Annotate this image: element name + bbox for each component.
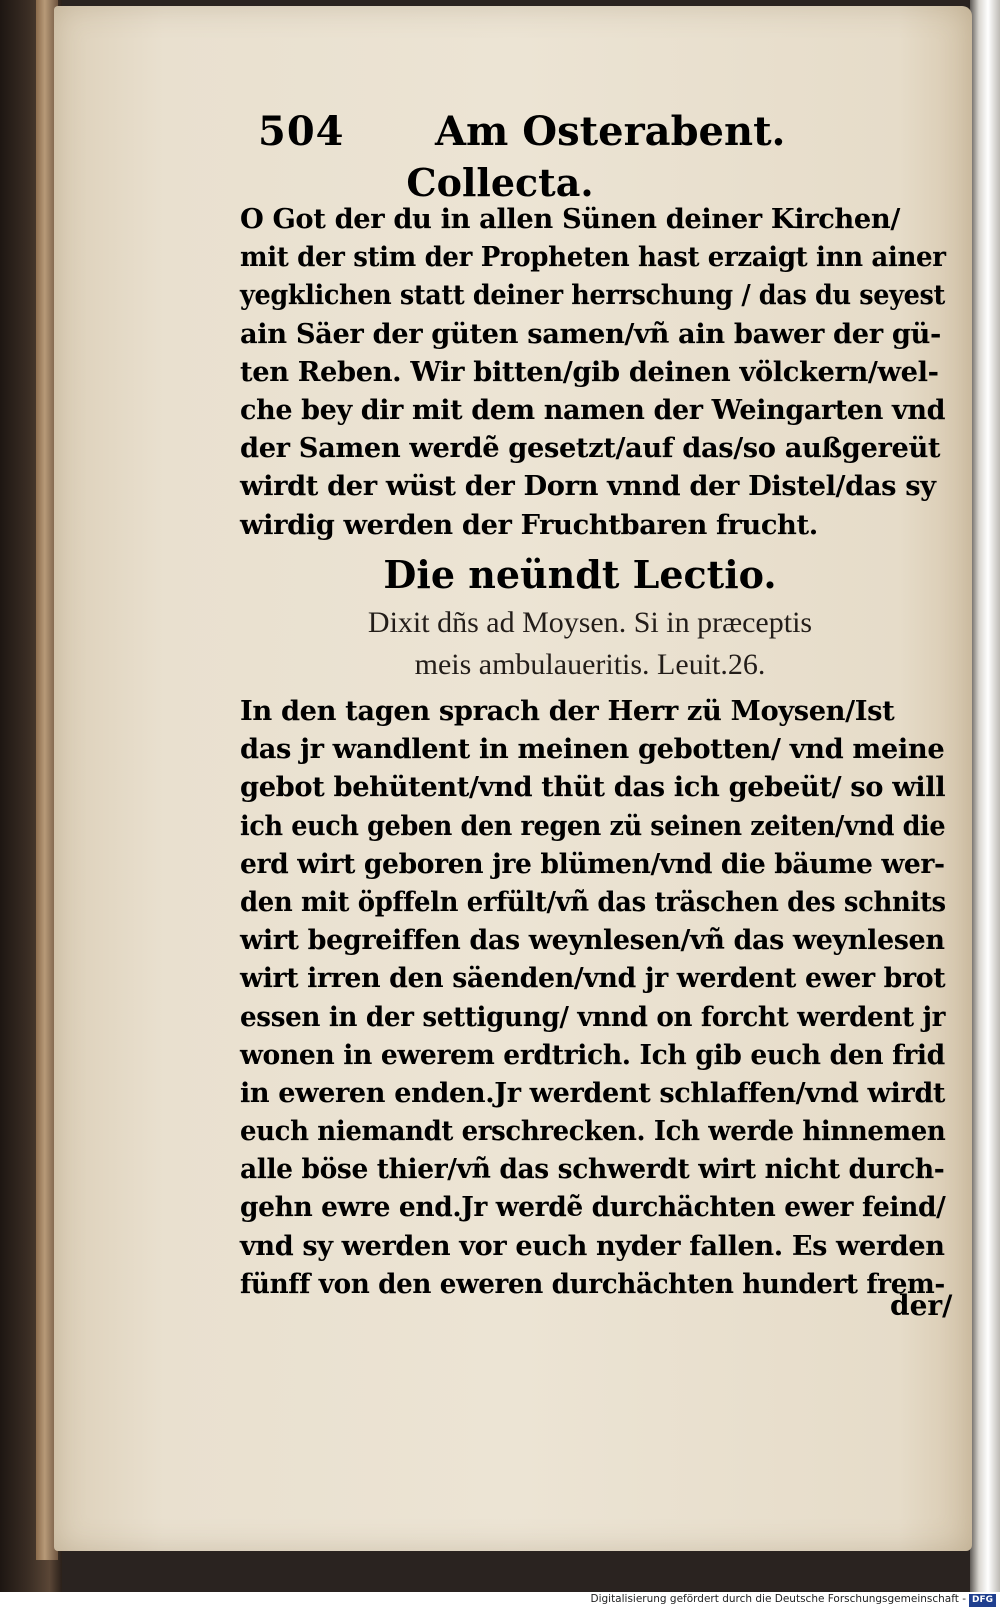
text-line: wirdt der wüst der Dorn vnnd der Distel/das sy xyxy=(240,470,936,503)
scanner-edge xyxy=(970,0,1000,1592)
text-line: mit der stim der Propheten hast erzaigt inn ainer xyxy=(240,241,946,274)
text-line: fünff von den eweren durchächten hundert frem- xyxy=(240,1267,945,1300)
text-line: das jr wandlent in meinen gebotten/ vnd meine xyxy=(240,733,945,766)
text-line: ain Säer der güten samen/vñ ain bawer der gü- xyxy=(240,317,941,350)
collecta-text xyxy=(240,200,950,544)
footer-bar xyxy=(0,1592,1000,1611)
text-line: yegklichen statt deiner herrschung / das du seyest xyxy=(240,279,945,312)
text-line: in eweren enden.Jr werdent schlaffen/vnd wirdt xyxy=(240,1076,946,1109)
page-number: 504 xyxy=(258,108,345,155)
text-line: wirt irren den säenden/vnd jr werdent ewer brot xyxy=(240,962,946,995)
text-line: ten Reben. Wir bitten/gib deinen völckern/wel- xyxy=(240,355,939,388)
text-line: alle böse thier/vñ das schwerdt wirt nicht durch- xyxy=(240,1153,945,1186)
text-line: wirt begreiffen das weynlesen/vñ das weynlesen xyxy=(240,924,945,957)
text-line: erd wirt geboren jre blümen/vnd die bäume wer- xyxy=(240,847,945,880)
latin-incipit-line: Dixit dñs ad Moysen. Si in præceptis xyxy=(367,606,813,639)
text-line: vnd sy werden vor euch nyder fallen. Es werden xyxy=(240,1229,945,1262)
text-line: In den tagen sprach der Herr zü Moysen/Ist xyxy=(240,695,895,727)
text-line: der Samen werdẽ gesetzt/auf das/so außgereüt xyxy=(240,432,941,465)
digitization-credit: Digitalisierung gefördert durch die Deutsche Forschungsgemeinschaft - xyxy=(590,1593,966,1605)
lesson-text xyxy=(240,692,950,1303)
text-line: wonen in ewerem erdtrich. Ich gib euch den frid xyxy=(240,1038,945,1071)
dfg-logo-icon[interactable]: DFG xyxy=(969,1594,996,1607)
text-line: den mit öpffeln erfült/vñ das träschen des schnits xyxy=(240,885,946,918)
text-line: euch niemandt erschrecken. Ich werde hinnemen xyxy=(240,1115,946,1148)
lesson-heading: Die neündt Lectio. xyxy=(383,552,777,597)
running-title: Am Osterabent. xyxy=(435,108,786,155)
text-line: gehn ewre end.Jr werdẽ durchächten ewer feind/ xyxy=(240,1191,946,1224)
text-line: O Got der du in allen Sünen deiner Kirchen/ xyxy=(240,203,900,235)
running-head xyxy=(230,108,790,168)
text-line: wirdig werden der Fruchtbaren frucht. xyxy=(240,508,818,541)
latin-incipit-line: meis ambulaueritis. Leuit.26. xyxy=(414,648,766,681)
collecta-heading: Collecta. xyxy=(406,160,594,205)
text-line: che bey dir mit dem namen der Weingarten vnd xyxy=(240,393,946,426)
catchword: der/ xyxy=(890,1289,953,1322)
text-line: gebot behütent/vnd thüt das ich gebeüt/ so will xyxy=(240,771,946,804)
text-line: essen in der settigung/ vnnd on forcht werdent jr xyxy=(240,1000,946,1033)
text-line: ich euch geben den regen zü seinen zeiten/vnd die xyxy=(240,809,946,842)
